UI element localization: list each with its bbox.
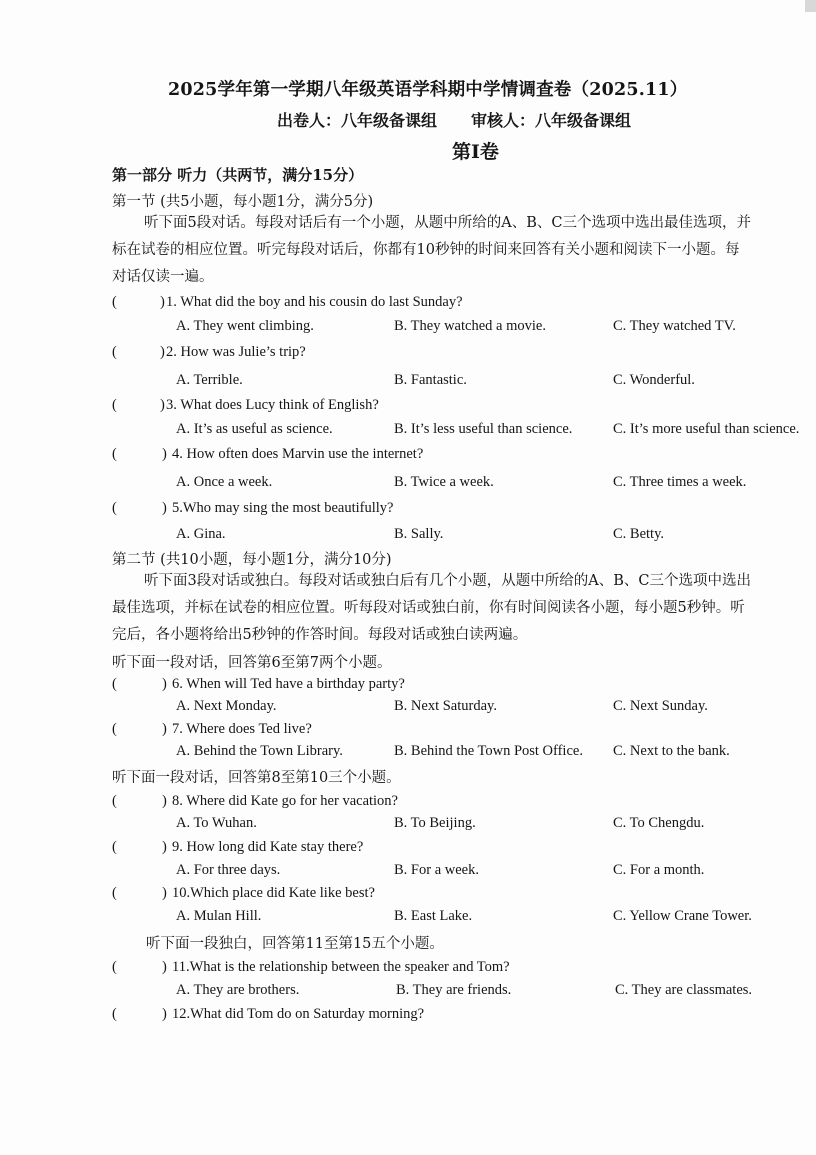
- option-b: B. It’s less useful than science.: [394, 421, 573, 437]
- option-c: C. They are classmates.: [615, 982, 753, 998]
- answer-paren-open: (: [112, 885, 117, 901]
- answer-blank[interactable]: ): [162, 959, 167, 975]
- answer-blank[interactable]: ): [162, 676, 167, 692]
- answer-blank[interactable]: ): [162, 839, 167, 855]
- question-stem: 6. When will Ted have a birthday party?: [172, 676, 405, 692]
- option-c: C. Next to the bank.: [613, 743, 730, 759]
- setter-label: 出卷人：八年级备课组: [277, 111, 438, 130]
- option-a: A. They are brothers.: [176, 982, 300, 998]
- option-c: C. To Chengdu.: [613, 815, 705, 831]
- answer-paren-open: (: [112, 294, 117, 310]
- question-stem: 12.What did Tom do on Saturday morning?: [172, 1006, 425, 1022]
- answer-paren-open: (: [112, 721, 117, 737]
- answer-blank[interactable]: ): [160, 397, 165, 413]
- instruction-line: 听下面3段对话或独白。每段对话或独白后有几个小题，从题中所给的A、B、C三个选项中选出: [144, 573, 751, 589]
- option-a: A. Once a week.: [176, 474, 273, 490]
- answer-paren-open: (: [112, 446, 117, 462]
- scan-smudge: [805, 0, 816, 12]
- answer-blank[interactable]: ): [162, 793, 167, 809]
- group-note: 听下面一段独白，回答第11至第15五个小题。: [146, 936, 444, 952]
- question-stem: 2. How was Julie’s trip?: [166, 344, 306, 360]
- answer-paren-open: (: [112, 793, 117, 809]
- section1-heading: 第一节 (共5小题，每小题1分，满分5分): [112, 194, 374, 210]
- question-stem: 9. How long did Kate stay there?: [172, 839, 364, 855]
- option-c: C. It’s more useful than science.: [613, 421, 800, 437]
- option-b: B. Twice a week.: [394, 474, 494, 490]
- option-c: C. Betty.: [613, 526, 665, 542]
- option-b: B. They are friends.: [396, 982, 512, 998]
- option-b: B. Next Saturday.: [394, 698, 497, 714]
- question-stem: 7. Where does Ted live?: [172, 721, 312, 737]
- answer-blank[interactable]: ): [162, 885, 167, 901]
- option-b: B. Sally.: [394, 526, 444, 542]
- paper-label: 第Ⅰ卷: [452, 141, 499, 163]
- answer-blank[interactable]: ): [162, 446, 167, 462]
- question-stem: 10.Which place did Kate like best?: [172, 885, 375, 901]
- answer-paren-open: (: [112, 676, 117, 692]
- option-b: B. For a week.: [394, 862, 479, 878]
- group-note: 听下面一段对话，回答第6至第7两个小题。: [112, 655, 392, 671]
- instruction-line: 对话仅读一遍。: [112, 269, 214, 285]
- instruction-line: 听下面5段对话。每段对话后有一个小题，从题中所给的A、B、C三个选项中选出最佳选项，并: [144, 215, 751, 231]
- option-b: B. East Lake.: [394, 908, 473, 924]
- answer-blank[interactable]: ): [160, 344, 165, 360]
- question-stem: 11.What is the relationship between the speaker and Tom?: [172, 959, 510, 975]
- part1-heading: 第一部分 听力（共两节，满分15分）: [112, 166, 364, 184]
- option-a: A. It’s as useful as science.: [176, 421, 333, 437]
- authors-line: [277, 108, 631, 131]
- exam-title: 2025学年第一学期八年级英语学科期中学情调查卷（2025.11）: [168, 80, 688, 100]
- question-stem: 1. What did the boy and his cousin do last Sunday?: [166, 294, 463, 310]
- answer-blank[interactable]: ): [162, 1006, 167, 1022]
- question-stem: 4. How often does Marvin use the internet?: [172, 446, 424, 462]
- option-b: B. Behind the Town Post Office.: [394, 743, 583, 759]
- question-stem: 3. What does Lucy think of English?: [166, 397, 379, 413]
- question-stem: 8. Where did Kate go for her vacation?: [172, 793, 398, 809]
- section2-instructions: [112, 568, 816, 649]
- answer-paren-open: (: [112, 344, 117, 360]
- instruction-line: 完后，各小题将给出5秒钟的作答时间。每段对话或独白读两遍。: [112, 627, 528, 643]
- option-a: A. Terrible.: [176, 372, 243, 388]
- section1-instructions: [112, 210, 816, 291]
- option-b: B. To Beijing.: [394, 815, 476, 831]
- option-c: C. Yellow Crane Tower.: [613, 908, 752, 924]
- answer-blank[interactable]: ): [162, 500, 167, 516]
- option-c: C. Wonderful.: [613, 372, 695, 388]
- instruction-line: 标在试卷的相应位置。听完每段对话后，你都有10秒钟的时间来回答有关小题和阅读下一小题。每: [112, 242, 740, 258]
- option-a: A. Next Monday.: [176, 698, 277, 714]
- answer-paren-open: (: [112, 839, 117, 855]
- answer-blank[interactable]: ): [160, 294, 165, 310]
- option-b: B. They watched a movie.: [394, 318, 546, 334]
- answer-paren-open: (: [112, 1006, 117, 1022]
- answer-blank[interactable]: ): [162, 721, 167, 737]
- reviewer-label: 审核人：八年级备课组: [471, 111, 632, 130]
- answer-paren-open: (: [112, 959, 117, 975]
- option-a: A. Gina.: [176, 526, 226, 542]
- question-stem: 5.Who may sing the most beautifully?: [172, 500, 394, 516]
- option-a: A. They went climbing.: [176, 318, 314, 334]
- option-c: C. They watched TV.: [613, 318, 736, 334]
- instruction-line: 最佳选项，并标在试卷的相应位置。听每段对话或独白前，你有时间阅读各小题，每小题5秒钟。听: [112, 600, 745, 616]
- option-c: C. Three times a week.: [613, 474, 747, 490]
- section2-heading: 第二节 (共10小题，每小题1分，满分10分): [112, 552, 392, 568]
- group-note: 听下面一段对话，回答第8至第10三个小题。: [112, 770, 401, 786]
- option-a: A. For three days.: [176, 862, 281, 878]
- option-c: C. Next Sunday.: [613, 698, 708, 714]
- answer-paren-open: (: [112, 500, 117, 516]
- option-a: A. To Wuhan.: [176, 815, 257, 831]
- option-a: A. Behind the Town Library.: [176, 743, 343, 759]
- answer-paren-open: (: [112, 397, 117, 413]
- option-a: A. Mulan Hill.: [176, 908, 262, 924]
- option-c: C. For a month.: [613, 862, 705, 878]
- option-b: B. Fantastic.: [394, 372, 467, 388]
